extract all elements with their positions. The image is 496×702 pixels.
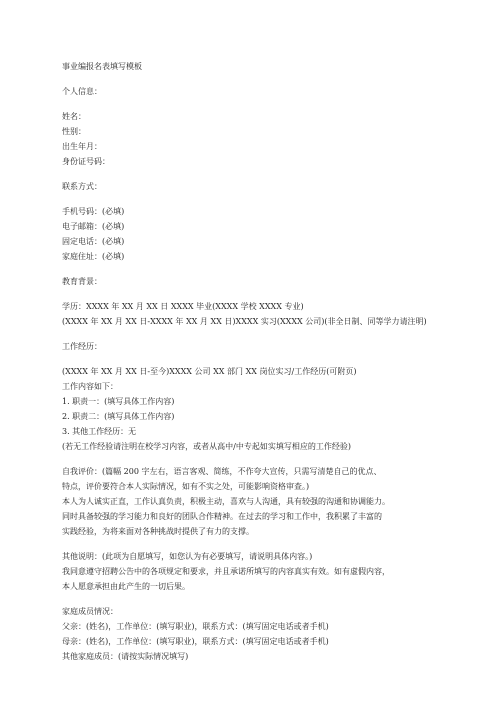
field-mobile: 手机号码：(必填) [62, 207, 125, 216]
field-landline: 固定电话：(必填) [62, 237, 125, 246]
family-other: 其他家庭成员：(请按实际情况填写) [62, 652, 189, 661]
other-notes-heading: 其他说明：(此项为自愿填写，如您认为有必要填写，请说明具体内容。) [62, 552, 313, 561]
education-internship: (XXXX 年 XX 月 XX 日-XXXX 年 XX 月 XX 日)XXXX 实习(XXXX 公司)(非全日制、同等学力请注明) [62, 317, 427, 326]
education-heading: 教育背景： [62, 277, 102, 286]
document-title: 事业编报名表填写模板 [62, 62, 142, 71]
other-notes-pledge-1: 我同意遵守招聘公告中的各项规定和要求，并且承诺所填写的内容真实有效。如有虚假内容， [62, 567, 390, 576]
other-notes-pledge-2: 本人愿意承担由此产生的一切后果。 [62, 582, 190, 591]
self-eval-text-1: 本人为人诚实正直，工作认真负责，积极主动，喜欢与人沟通，具有较强的沟通和协调能力。 [62, 497, 390, 506]
work-duty-2: 2. 职责二：(填写具体工作内容) [62, 412, 175, 421]
work-experience: (XXXX 年 XX 月 XX 日-至今)XXXX 公司 XX 部门 XX 岗位实习/工作经历(可附页) [62, 367, 357, 376]
work-heading: 工作经历： [62, 342, 102, 351]
work-note: (若无工作经验请注明在校学习内容，或者从高中/中专起如实填写相应的工作经验) [62, 442, 351, 451]
self-eval-text-2: 同时具备较强的学习能力和良好的团队合作精神。在过去的学习和工作中，我积累了丰富的 [62, 512, 382, 521]
field-name: 姓名： [62, 112, 86, 121]
field-birth-date: 出生年月： [62, 142, 102, 151]
field-id-number: 身份证号码： [62, 157, 110, 166]
family-father: 父亲：(姓名)，工作单位：(填写职业)，联系方式：(填写固定电话或者手机) [62, 622, 329, 631]
self-eval-intro-2: 特点，评价要符合本人实际情况，如有不实之处，可能影响资格审查。) [62, 482, 310, 491]
document-body [62, 59, 434, 664]
work-content-label: 工作内容如下： [62, 382, 118, 391]
family-mother: 母亲：(姓名)，工作单位：(填写职业)，联系方式：(填写固定电话或者手机) [62, 637, 329, 646]
family-heading: 家庭成员情况： [62, 607, 118, 616]
work-duty-1: 1. 职责一：(填写具体工作内容) [62, 397, 175, 406]
personal-info-heading: 个人信息： [62, 87, 102, 96]
field-email: 电子邮箱：(必填) [62, 222, 125, 231]
education-degree: 学历：XXXX 年 XX 月 XX 日 XXXX 毕业(XXXX 学校 XXXX 专业) [62, 302, 304, 311]
field-gender: 性别： [62, 127, 86, 136]
work-other: 3. 其他工作经历：无 [62, 427, 137, 436]
field-address: 家庭住址：(必填) [62, 252, 125, 261]
self-eval-text-3: 实践经验，为将来面对各种挑战时提供了有力的支撑。 [62, 527, 254, 536]
self-eval-intro-1: 自我评价：(篇幅 200 字左右，语言客观、简练，不作夸大宣传，只需写清楚自己的优点、 [62, 467, 382, 476]
contact-heading: 联系方式： [62, 182, 102, 191]
